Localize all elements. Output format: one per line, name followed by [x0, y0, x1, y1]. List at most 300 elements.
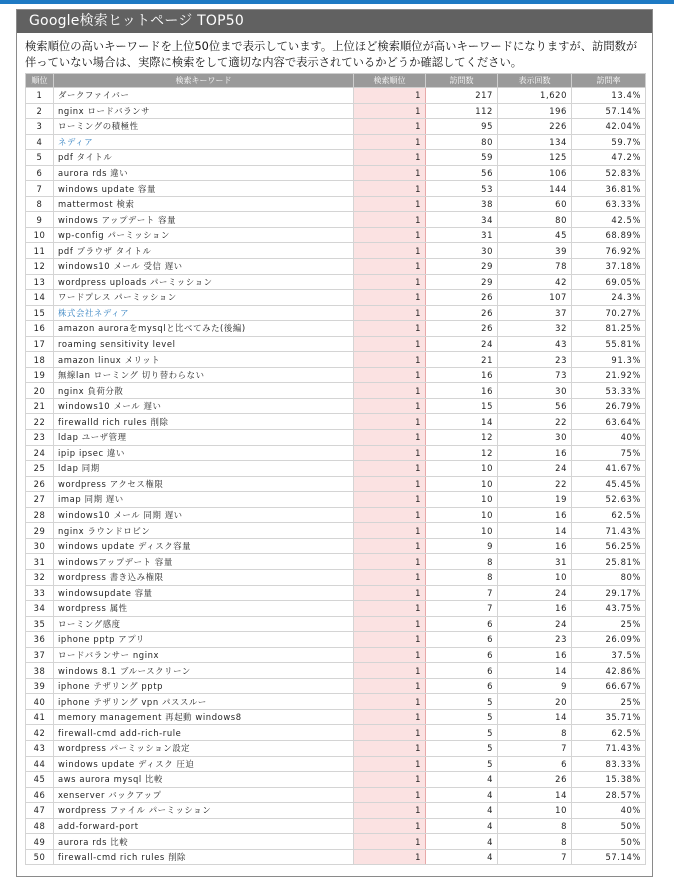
keyword-cell: firewalld rich rules 削除	[54, 414, 354, 430]
impressions-cell: 23	[498, 632, 572, 648]
search-position-cell: 1	[354, 196, 426, 212]
keyword-table	[25, 73, 646, 865]
search-position-cell: 1	[354, 740, 426, 756]
keyword-cell: pdf タイトル	[54, 150, 354, 166]
table-row	[26, 430, 646, 446]
impressions-cell: 14	[498, 523, 572, 539]
visit-rate-cell: 42.5%	[572, 212, 646, 228]
table-row	[26, 367, 646, 383]
search-position-cell: 1	[354, 507, 426, 523]
impressions-cell: 39	[498, 243, 572, 259]
visit-rate-cell: 41.67%	[572, 461, 646, 477]
search-position-cell: 1	[354, 227, 426, 243]
search-position-cell: 1	[354, 492, 426, 508]
table-row	[26, 725, 646, 741]
rank-cell: 47	[26, 803, 54, 819]
table-row	[26, 259, 646, 275]
impressions-cell: 144	[498, 181, 572, 197]
visit-rate-cell: 52.63%	[572, 492, 646, 508]
search-position-cell: 1	[354, 756, 426, 772]
keyword-cell: nginx ラウンドロビン	[54, 523, 354, 539]
table-row	[26, 849, 646, 865]
keyword-cell: mattermost 検索	[54, 196, 354, 212]
visit-rate-cell: 50%	[572, 834, 646, 850]
search-position-cell: 1	[354, 834, 426, 850]
rank-cell: 49	[26, 834, 54, 850]
visit-rate-cell: 75%	[572, 445, 646, 461]
impressions-cell: 106	[498, 165, 572, 181]
rank-cell: 9	[26, 212, 54, 228]
search-position-cell: 1	[354, 150, 426, 166]
rank-cell: 6	[26, 165, 54, 181]
table-row	[26, 290, 646, 306]
rank-cell: 31	[26, 554, 54, 570]
table-row	[26, 678, 646, 694]
visit-rate-cell: 42.86%	[572, 663, 646, 679]
search-position-cell: 1	[354, 476, 426, 492]
visits-cell: 15	[426, 398, 498, 414]
impressions-cell: 8	[498, 818, 572, 834]
visit-rate-cell: 47.2%	[572, 150, 646, 166]
rank-cell: 4	[26, 134, 54, 150]
visits-cell: 21	[426, 352, 498, 368]
visits-cell: 4	[426, 818, 498, 834]
rank-cell: 17	[26, 336, 54, 352]
visit-rate-cell: 80%	[572, 569, 646, 585]
table-row	[26, 461, 646, 477]
rank-cell: 11	[26, 243, 54, 259]
keyword-cell: ローミング感度	[54, 616, 354, 632]
visits-cell: 6	[426, 616, 498, 632]
table-row	[26, 818, 646, 834]
visits-cell: 8	[426, 554, 498, 570]
keyword-cell: wordpress ファイル パーミッション	[54, 803, 354, 819]
keyword-cell: iphone pptp アプリ	[54, 632, 354, 648]
visit-rate-cell: 71.43%	[572, 523, 646, 539]
table-header-row	[26, 74, 646, 88]
table-row	[26, 445, 646, 461]
visit-rate-cell: 25%	[572, 616, 646, 632]
search-position-cell: 1	[354, 274, 426, 290]
impressions-cell: 24	[498, 616, 572, 632]
rank-cell: 16	[26, 321, 54, 337]
keyword-cell: windows10 メール 遅い	[54, 398, 354, 414]
table-row	[26, 632, 646, 648]
table-row	[26, 616, 646, 632]
table-row	[26, 787, 646, 803]
visits-cell: 5	[426, 740, 498, 756]
visits-cell: 26	[426, 321, 498, 337]
impressions-cell: 22	[498, 414, 572, 430]
rank-cell: 30	[26, 538, 54, 554]
search-position-cell: 1	[354, 523, 426, 539]
visit-rate-cell: 55.81%	[572, 336, 646, 352]
visit-rate-cell: 63.33%	[572, 196, 646, 212]
keyword-cell: windowsupdate 容量	[54, 585, 354, 601]
visit-rate-cell: 37.18%	[572, 259, 646, 275]
impressions-cell: 7	[498, 849, 572, 865]
impressions-cell: 14	[498, 709, 572, 725]
keyword-cell: amazon auroraをmysqlと比べてみた(後編)	[54, 321, 354, 337]
impressions-cell: 73	[498, 367, 572, 383]
visits-cell: 24	[426, 336, 498, 352]
visit-rate-cell: 68.89%	[572, 227, 646, 243]
rank-cell: 46	[26, 787, 54, 803]
impressions-cell: 1,620	[498, 88, 572, 104]
column-header-position: 検索順位	[354, 74, 426, 88]
visit-rate-cell: 91.3%	[572, 352, 646, 368]
keyword-cell: windows update 容量	[54, 181, 354, 197]
impressions-cell: 56	[498, 398, 572, 414]
rank-cell: 8	[26, 196, 54, 212]
visit-rate-cell: 70.27%	[572, 305, 646, 321]
impressions-cell: 30	[498, 383, 572, 399]
visits-cell: 4	[426, 772, 498, 788]
table-row	[26, 227, 646, 243]
keyword-cell: ワードプレス パーミッション	[54, 290, 354, 306]
impressions-cell: 196	[498, 103, 572, 119]
impressions-cell: 14	[498, 663, 572, 679]
impressions-cell: 80	[498, 212, 572, 228]
search-position-cell: 1	[354, 119, 426, 135]
impressions-cell: 43	[498, 336, 572, 352]
visit-rate-cell: 53.33%	[572, 383, 646, 399]
visits-cell: 112	[426, 103, 498, 119]
keyword-cell[interactable]: 株式会社ネディア	[54, 305, 354, 321]
rank-cell: 23	[26, 430, 54, 446]
visits-cell: 14	[426, 414, 498, 430]
visits-cell: 29	[426, 274, 498, 290]
keyword-cell: memory management 再起動 windows8	[54, 709, 354, 725]
rank-cell: 42	[26, 725, 54, 741]
impressions-cell: 37	[498, 305, 572, 321]
visit-rate-cell: 36.81%	[572, 181, 646, 197]
rank-cell: 50	[26, 849, 54, 865]
table-row	[26, 103, 646, 119]
search-position-cell: 1	[354, 538, 426, 554]
visits-cell: 29	[426, 259, 498, 275]
keyword-cell: 無線lan ローミング 切り替わらない	[54, 367, 354, 383]
keyword-cell: iphone テザリング pptp	[54, 678, 354, 694]
impressions-cell: 19	[498, 492, 572, 508]
visit-rate-cell: 28.57%	[572, 787, 646, 803]
visit-rate-cell: 76.92%	[572, 243, 646, 259]
impressions-cell: 107	[498, 290, 572, 306]
search-position-cell: 1	[354, 585, 426, 601]
table-row	[26, 834, 646, 850]
visits-cell: 80	[426, 134, 498, 150]
rank-cell: 1	[26, 88, 54, 104]
search-position-cell: 1	[354, 321, 426, 337]
visits-cell: 34	[426, 212, 498, 228]
table-row	[26, 212, 646, 228]
keyword-cell: ldap ユーザ管理	[54, 430, 354, 446]
rank-cell: 33	[26, 585, 54, 601]
impressions-cell: 24	[498, 461, 572, 477]
impressions-cell: 30	[498, 430, 572, 446]
column-header-impressions: 表示回数	[498, 74, 572, 88]
keyword-cell[interactable]: ネディア	[54, 134, 354, 150]
visits-cell: 217	[426, 88, 498, 104]
impressions-cell: 226	[498, 119, 572, 135]
keyword-cell: imap 同期 遅い	[54, 492, 354, 508]
rank-cell: 18	[26, 352, 54, 368]
visit-rate-cell: 56.25%	[572, 538, 646, 554]
search-position-cell: 1	[354, 367, 426, 383]
keyword-cell: ldap 同期	[54, 461, 354, 477]
table-row	[26, 476, 646, 492]
visit-rate-cell: 37.5%	[572, 647, 646, 663]
rank-cell: 37	[26, 647, 54, 663]
visits-cell: 16	[426, 367, 498, 383]
search-position-cell: 1	[354, 398, 426, 414]
table-row	[26, 321, 646, 337]
visit-rate-cell: 40%	[572, 430, 646, 446]
table-row	[26, 383, 646, 399]
visits-cell: 7	[426, 585, 498, 601]
search-position-cell: 1	[354, 290, 426, 306]
table-row	[26, 398, 646, 414]
keyword-cell: windows update ディスク容量	[54, 538, 354, 554]
visit-rate-cell: 66.67%	[572, 678, 646, 694]
search-position-cell: 1	[354, 678, 426, 694]
rank-cell: 21	[26, 398, 54, 414]
table-row	[26, 601, 646, 617]
visit-rate-cell: 71.43%	[572, 740, 646, 756]
table-row	[26, 88, 646, 104]
visits-cell: 53	[426, 181, 498, 197]
search-position-cell: 1	[354, 352, 426, 368]
search-position-cell: 1	[354, 725, 426, 741]
search-position-cell: 1	[354, 305, 426, 321]
visits-cell: 56	[426, 165, 498, 181]
rank-cell: 13	[26, 274, 54, 290]
visits-cell: 10	[426, 507, 498, 523]
keyword-cell: windows 8.1 ブルースクリーン	[54, 663, 354, 679]
column-header-visit-rate: 訪問率	[572, 74, 646, 88]
visit-rate-cell: 40%	[572, 803, 646, 819]
table-row	[26, 181, 646, 197]
table-row	[26, 756, 646, 772]
panel-title: Google検索ヒットページ TOP50	[17, 10, 652, 33]
keyword-cell: pdf ブラウザ タイトル	[54, 243, 354, 259]
table-row	[26, 492, 646, 508]
keyword-cell: xenserver バックアップ	[54, 787, 354, 803]
search-position-cell: 1	[354, 336, 426, 352]
column-header-keyword: 検索キーワード	[54, 74, 354, 88]
visit-rate-cell: 42.04%	[572, 119, 646, 135]
visits-cell: 6	[426, 663, 498, 679]
impressions-cell: 16	[498, 445, 572, 461]
keyword-cell: wp-config パーミッション	[54, 227, 354, 243]
keyword-cell: aurora rds 比較	[54, 834, 354, 850]
visits-cell: 38	[426, 196, 498, 212]
panel-description: 検索順位の高いキーワードを上位50位まで表示しています。上位ほど検索順位が高いキーワードになりますが、訪問数が伴っていない場合は、実際に検索をして適切な内容で表示されているかどうか確認してください。	[25, 40, 638, 69]
visits-cell: 4	[426, 849, 498, 865]
search-position-cell: 1	[354, 647, 426, 663]
table-row	[26, 740, 646, 756]
rank-cell: 40	[26, 694, 54, 710]
rank-cell: 34	[26, 601, 54, 617]
rank-cell: 24	[26, 445, 54, 461]
keyword-cell: ローミングの積極性	[54, 119, 354, 135]
table-row	[26, 150, 646, 166]
rank-cell: 36	[26, 632, 54, 648]
visit-rate-cell: 24.3%	[572, 290, 646, 306]
visits-cell: 5	[426, 709, 498, 725]
search-position-cell: 1	[354, 134, 426, 150]
rank-cell: 32	[26, 569, 54, 585]
rank-cell: 41	[26, 709, 54, 725]
visits-cell: 5	[426, 756, 498, 772]
keyword-cell: firewall-cmd rich rules 削除	[54, 849, 354, 865]
keyword-cell: windows アップデート 容量	[54, 212, 354, 228]
table-row	[26, 709, 646, 725]
visit-rate-cell: 50%	[572, 818, 646, 834]
search-position-cell: 1	[354, 709, 426, 725]
keyword-cell: wordpress uploads パーミッション	[54, 274, 354, 290]
impressions-cell: 42	[498, 274, 572, 290]
visit-rate-cell: 81.25%	[572, 321, 646, 337]
keyword-cell: add-forward-port	[54, 818, 354, 834]
search-position-cell: 1	[354, 849, 426, 865]
visit-rate-cell: 43.75%	[572, 601, 646, 617]
keyword-cell: windows10 メール 同期 遅い	[54, 507, 354, 523]
visits-cell: 10	[426, 476, 498, 492]
rank-cell: 45	[26, 772, 54, 788]
visit-rate-cell: 29.17%	[572, 585, 646, 601]
rank-cell: 25	[26, 461, 54, 477]
rank-cell: 2	[26, 103, 54, 119]
impressions-cell: 24	[498, 585, 572, 601]
visits-cell: 26	[426, 290, 498, 306]
impressions-cell: 134	[498, 134, 572, 150]
impressions-cell: 16	[498, 538, 572, 554]
rank-cell: 20	[26, 383, 54, 399]
visit-rate-cell: 26.79%	[572, 398, 646, 414]
visits-cell: 12	[426, 445, 498, 461]
keyword-cell: nginx ロードバランサ	[54, 103, 354, 119]
keyword-cell: windows10 メール 受信 遅い	[54, 259, 354, 275]
keyword-cell: nginx 負荷分散	[54, 383, 354, 399]
impressions-cell: 26	[498, 772, 572, 788]
report-panel	[16, 9, 653, 877]
search-position-cell: 1	[354, 694, 426, 710]
table-row	[26, 694, 646, 710]
keyword-cell: wordpress 書き込み権限	[54, 569, 354, 585]
impressions-cell: 22	[498, 476, 572, 492]
keyword-cell: wordpress パーミッション設定	[54, 740, 354, 756]
visit-rate-cell: 25.81%	[572, 554, 646, 570]
visit-rate-cell: 59.7%	[572, 134, 646, 150]
visit-rate-cell: 62.5%	[572, 725, 646, 741]
rank-cell: 26	[26, 476, 54, 492]
search-position-cell: 1	[354, 818, 426, 834]
table-row	[26, 772, 646, 788]
search-position-cell: 1	[354, 212, 426, 228]
visits-cell: 59	[426, 150, 498, 166]
search-position-cell: 1	[354, 383, 426, 399]
visits-cell: 7	[426, 601, 498, 617]
table-row	[26, 523, 646, 539]
search-position-cell: 1	[354, 663, 426, 679]
impressions-cell: 31	[498, 554, 572, 570]
rank-cell: 14	[26, 290, 54, 306]
keyword-cell: iphone テザリング vpn パススルー	[54, 694, 354, 710]
table-row	[26, 165, 646, 181]
table-row	[26, 554, 646, 570]
table-row	[26, 352, 646, 368]
impressions-cell: 20	[498, 694, 572, 710]
impressions-cell: 60	[498, 196, 572, 212]
visits-cell: 6	[426, 647, 498, 663]
search-position-cell: 1	[354, 430, 426, 446]
visits-cell: 8	[426, 569, 498, 585]
search-position-cell: 1	[354, 772, 426, 788]
search-position-cell: 1	[354, 601, 426, 617]
impressions-cell: 125	[498, 150, 572, 166]
search-position-cell: 1	[354, 259, 426, 275]
impressions-cell: 6	[498, 756, 572, 772]
rank-cell: 43	[26, 740, 54, 756]
impressions-cell: 45	[498, 227, 572, 243]
impressions-cell: 78	[498, 259, 572, 275]
rank-cell: 5	[26, 150, 54, 166]
keyword-cell: aurora rds 違い	[54, 165, 354, 181]
impressions-cell: 14	[498, 787, 572, 803]
rank-cell: 39	[26, 678, 54, 694]
rank-cell: 44	[26, 756, 54, 772]
keyword-cell: wordpress アクセス権限	[54, 476, 354, 492]
impressions-cell: 7	[498, 740, 572, 756]
table-row	[26, 414, 646, 430]
impressions-cell: 9	[498, 678, 572, 694]
visit-rate-cell: 45.45%	[572, 476, 646, 492]
table-row	[26, 507, 646, 523]
visits-cell: 30	[426, 243, 498, 259]
keyword-cell: aws aurora mysql 比較	[54, 772, 354, 788]
keyword-cell: ロードバランサー nginx	[54, 647, 354, 663]
keyword-cell: firewall-cmd add-rich-rule	[54, 725, 354, 741]
impressions-cell: 10	[498, 803, 572, 819]
table-row	[26, 647, 646, 663]
table-row	[26, 569, 646, 585]
visits-cell: 4	[426, 787, 498, 803]
search-position-cell: 1	[354, 103, 426, 119]
rank-cell: 29	[26, 523, 54, 539]
visit-rate-cell: 62.5%	[572, 507, 646, 523]
search-position-cell: 1	[354, 181, 426, 197]
visit-rate-cell: 63.64%	[572, 414, 646, 430]
impressions-cell: 32	[498, 321, 572, 337]
search-position-cell: 1	[354, 461, 426, 477]
search-position-cell: 1	[354, 787, 426, 803]
column-header-visits: 訪問数	[426, 74, 498, 88]
search-position-cell: 1	[354, 554, 426, 570]
visits-cell: 26	[426, 305, 498, 321]
rank-cell: 15	[26, 305, 54, 321]
visits-cell: 5	[426, 694, 498, 710]
visit-rate-cell: 83.33%	[572, 756, 646, 772]
search-position-cell: 1	[354, 165, 426, 181]
table-row	[26, 336, 646, 352]
impressions-cell: 10	[498, 569, 572, 585]
search-position-cell: 1	[354, 445, 426, 461]
rank-cell: 28	[26, 507, 54, 523]
visits-cell: 10	[426, 461, 498, 477]
visit-rate-cell: 69.05%	[572, 274, 646, 290]
visit-rate-cell: 57.14%	[572, 103, 646, 119]
